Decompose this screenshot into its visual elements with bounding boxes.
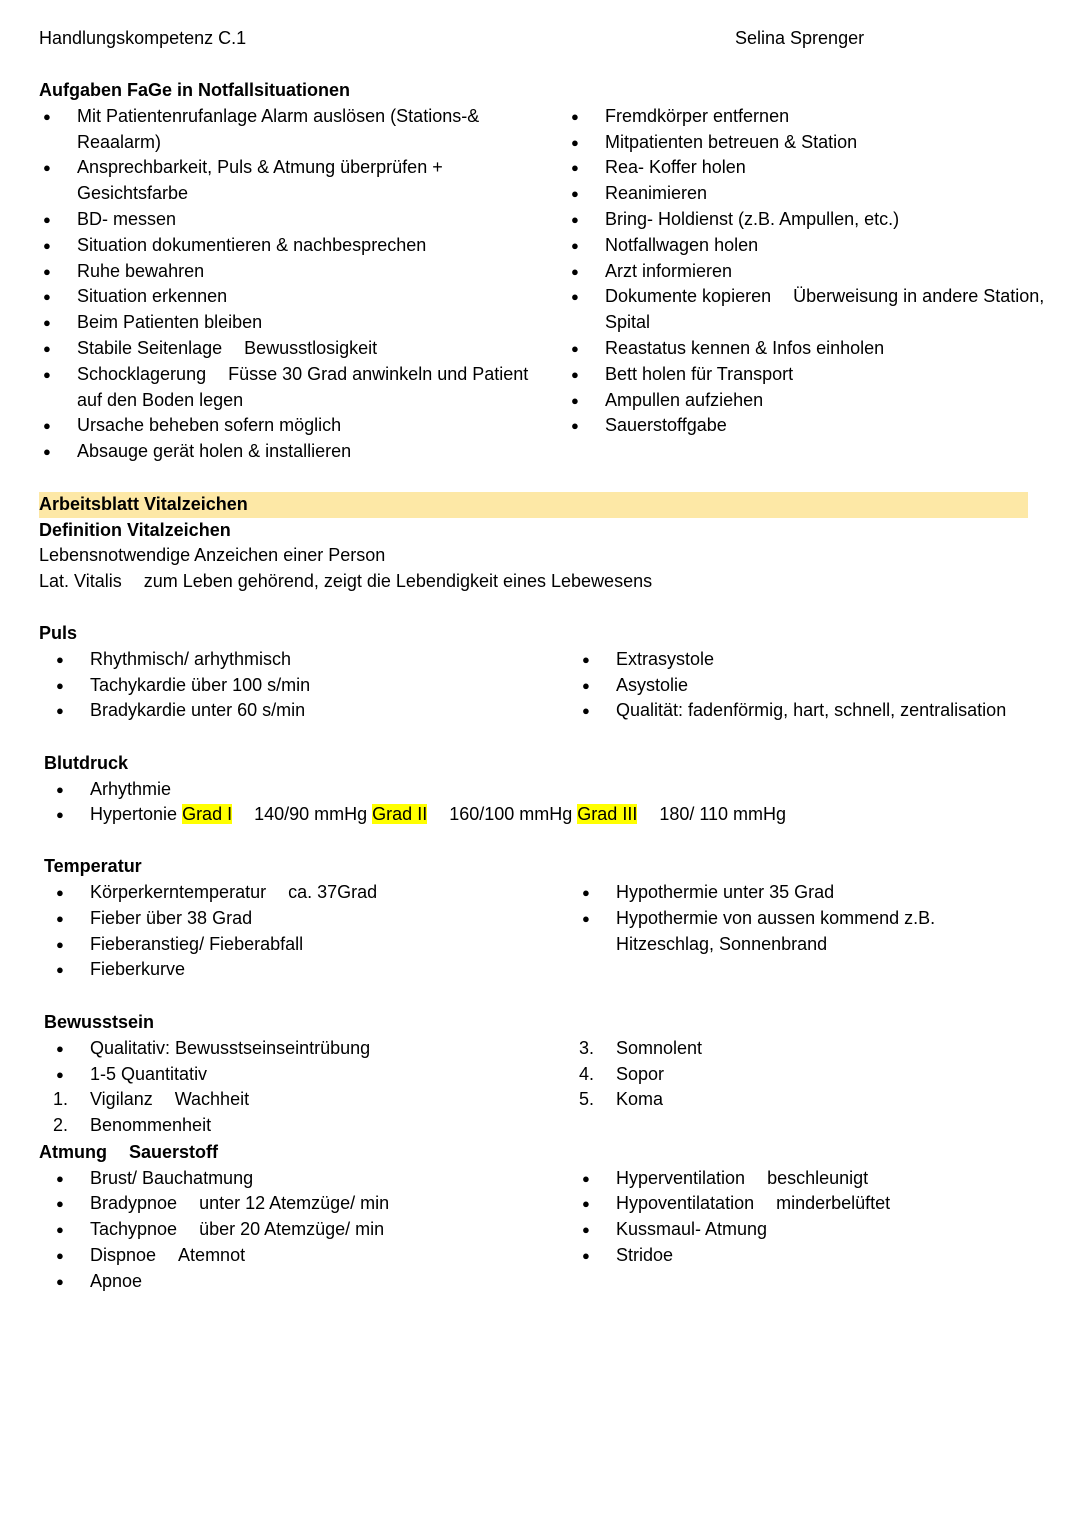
- list-item: ● Bradykardie unter 60 s/min: [39, 698, 559, 724]
- list-item: ● Rea- Koffer holen: [567, 155, 1047, 181]
- list-item: ● Asystolie: [565, 673, 1045, 699]
- list-item: 2. Benommenheit: [53, 1115, 212, 1136]
- notfall-title: Aufgaben FaGe in Notfallsituationen: [39, 80, 351, 100]
- list-item: ● BD- messen: [39, 207, 539, 233]
- list-item: ● Bring- Holdienst (z.B. Ampullen, etc.): [567, 207, 1047, 233]
- bewusstsein-title: Bewusstsein: [44, 1011, 155, 1032]
- list-item: ● Qualitativ: Bewusstseinseintrübung: [39, 1036, 559, 1062]
- puls-left-list: [39, 647, 559, 724]
- list-item: ● Situation erkennen: [39, 284, 539, 310]
- list-item: ● Ursache beheben sofern möglich: [39, 413, 539, 439]
- list-item: ● Hypothermie unter 35 Grad: [565, 880, 1045, 906]
- list-item: ● Bradypnoe unter 12 Atemzüge/ min: [39, 1191, 559, 1217]
- vital-def-title: Definition Vitalzeichen: [39, 519, 231, 540]
- list-item: ● Hypoventilatation minderbelüftet: [565, 1191, 1045, 1217]
- list-item: ● Reanimieren: [567, 181, 1047, 207]
- list-item: ● Absauge gerät holen & installieren: [39, 439, 539, 465]
- highlight-grad-2: Grad II: [372, 804, 428, 825]
- list-item: ● Fieberanstieg/ Fieberabfall: [39, 932, 559, 958]
- list-item: ● Hypothermie von aussen kommend z.B.: [565, 906, 1045, 932]
- list-item: ● Ruhe bewahren: [39, 259, 539, 285]
- list-item: 3. Somnolent: [579, 1037, 703, 1058]
- list-item: ● Hyperventilation beschleunigt: [565, 1166, 1045, 1192]
- list-item: ● Beim Patienten bleiben: [39, 310, 539, 336]
- puls-right-list: [565, 647, 1045, 724]
- notfall-left-list: [39, 104, 539, 465]
- list-item: ● Dokumente kopieren Überweisung in andere Station,: [567, 284, 1047, 310]
- list-item: 1. Vigilanz Wachheit: [53, 1089, 250, 1110]
- list-item: ● Fieber über 38 Grad: [39, 906, 559, 932]
- list-item: ● Bett holen für Transport: [567, 362, 1047, 388]
- blutdruck-title: Blutdruck: [44, 752, 129, 773]
- list-item: ● Sauerstoffgabe: [567, 413, 1047, 439]
- atmung-left-list: [39, 1166, 559, 1295]
- list-item: ● Hypertonie Grad I 140/90 mmHg Grad II 160/100 mmHg Grad III 180/ 110 mmHg: [39, 802, 1049, 828]
- list-item: ● Mit Patientenrufanlage Alarm auslösen (Stations-&: [39, 104, 539, 130]
- list-item: ● Arzt informieren: [567, 259, 1047, 285]
- highlight-grad-1: Grad I: [182, 804, 233, 825]
- list-item: ● Brust/ Bauchatmung: [39, 1166, 559, 1192]
- list-item: ● Mitpatienten betreuen & Station: [567, 130, 1047, 156]
- list-item: ● Tachypnoe über 20 Atemzüge/ min: [39, 1217, 559, 1243]
- list-item: ● Arhythmie: [39, 777, 1049, 803]
- vital-section-title: Arbeitsblatt Vitalzeichen: [39, 492, 1028, 518]
- list-item-cont: Gesichtsfarbe: [77, 183, 189, 204]
- list-item: ● Qualität: fadenförmig, hart, schnell, zentralisation: [565, 698, 1045, 724]
- list-item: ● Fieberkurve: [39, 957, 559, 983]
- list-item: ● Notfallwagen holen: [567, 233, 1047, 259]
- list-item: ● Stridoe: [565, 1243, 1045, 1269]
- list-item: ● 1-5 Quantitativ: [39, 1062, 559, 1088]
- list-item: ● Kussmaul- Atmung: [565, 1217, 1045, 1243]
- list-item: ● Schocklagerung Füsse 30 Grad anwinkeln und Patient: [39, 362, 539, 388]
- list-item: 5. Koma: [579, 1089, 664, 1110]
- list-item-cont: Reaalarm): [77, 131, 162, 152]
- page-header: [39, 26, 1049, 52]
- highlight-grad-3: Grad III: [577, 804, 638, 825]
- atmung-lists: [39, 1166, 1049, 1296]
- list-item: ● Ampullen aufziehen: [567, 388, 1047, 414]
- list-item: ● Reastatus kennen & Infos einholen: [567, 336, 1047, 362]
- header-author: Selina Sprenger: [735, 28, 865, 48]
- header-title: Handlungskompetenz C.1: [39, 28, 247, 48]
- notfall-right-list: [567, 104, 1047, 439]
- list-item: ● Extrasystole: [565, 647, 1045, 673]
- temperatur-right-list: [565, 880, 1045, 957]
- blutdruck-list: [39, 777, 1049, 829]
- bewusstsein-left-list: [39, 1036, 559, 1139]
- bewusstsein-right-list: [565, 1036, 1045, 1113]
- atmung-right-list: [565, 1166, 1045, 1269]
- vital-def-line2: Lat. Vitalis zum Leben gehörend, zeigt die Lebendigkeit eines Lebewesens: [39, 571, 653, 592]
- list-item: ● Rhythmisch/ arhythmisch: [39, 647, 559, 673]
- list-item: ● Ansprechbarkeit, Puls & Atmung überprüfen +: [39, 155, 539, 181]
- list-item-cont: Spital: [605, 312, 651, 333]
- list-item: ● Tachykardie über 100 s/min: [39, 673, 559, 699]
- list-item: ● Apnoe: [39, 1269, 559, 1295]
- bewusstsein-lists: [39, 1036, 1049, 1140]
- list-item: ● Körperkerntemperatur ca. 37Grad: [39, 880, 559, 906]
- puls-title: Puls: [39, 622, 78, 643]
- puls-lists: [39, 647, 1049, 725]
- notfall-lists: [39, 104, 1049, 466]
- list-item-cont: auf den Boden legen: [77, 389, 244, 410]
- document-page: [39, 26, 1049, 1296]
- temperatur-title: Temperatur: [44, 856, 142, 877]
- temperatur-lists: [39, 880, 1049, 984]
- list-item: ● Fremdkörper entfernen: [567, 104, 1047, 130]
- list-item: ● Dispnoe Atemnot: [39, 1243, 559, 1269]
- list-item: ● Stabile Seitenlage Bewusstlosigkeit: [39, 336, 539, 362]
- temperatur-left-list: [39, 880, 559, 983]
- list-item: 4. Sopor: [579, 1063, 665, 1084]
- vital-def-line1: Lebensnotwendige Anzeichen einer Person: [39, 545, 386, 566]
- list-item: ● Situation dokumentieren & nachbesprechen: [39, 233, 539, 259]
- atmung-title: Atmung Sauerstoff: [39, 1141, 218, 1162]
- list-item-cont: Hitzeschlag, Sonnenbrand: [616, 933, 828, 954]
